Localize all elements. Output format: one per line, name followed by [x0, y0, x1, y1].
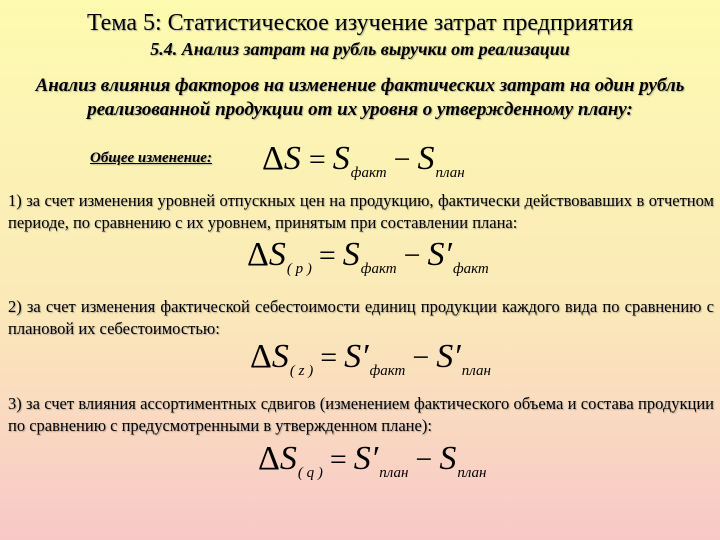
- factor-assortment-text: 3) за счет влияния ассортиментных сдвигов (изменением фактического объема и состава продукции по сравнению с предусмотренными в утвержденном плане):: [8, 394, 714, 435]
- formula-minus: −: [393, 143, 411, 176]
- formula-term2: S′: [436, 338, 461, 375]
- formula-assortment: [258, 440, 487, 482]
- formula-delta: Δ: [262, 140, 284, 177]
- formula-term1-sub: план: [379, 465, 409, 481]
- formula-equals: =: [329, 443, 347, 476]
- formula-term2-sub: план: [457, 465, 487, 481]
- formula-term1: S′: [344, 338, 369, 375]
- formula-minus: −: [412, 341, 430, 374]
- factor-cost-text: 2) за счет изменения фактической себестоимости единиц продукции каждого вида по сравнению с плановой их себестоимостью:: [8, 297, 714, 338]
- formula-delta: Δ: [258, 440, 280, 477]
- formula-term2-sub: план: [461, 363, 491, 379]
- factor-price-text: 1) за счет изменения уровней отпускных цен на продукцию, фактически действовавших в отчетном периоде, по сравнению с их уровнем, принятым при составлении плана:: [8, 191, 714, 232]
- formula-lhs: S: [271, 338, 289, 375]
- formula-term1-sub: факт: [360, 261, 397, 277]
- formula-term2: S′: [427, 236, 452, 273]
- formula-term1: S′: [353, 440, 379, 477]
- formula-minus: −: [403, 239, 421, 272]
- formula-equals: =: [320, 341, 338, 374]
- formula-minus: −: [415, 443, 433, 476]
- formula-general: [262, 140, 465, 182]
- formula-equals: =: [318, 239, 336, 272]
- formula-term2-sub: факт: [452, 261, 489, 277]
- slide-subtitle: 5.4. Анализ затрат на рубль выручки от реализации: [150, 39, 570, 59]
- section-heading-line-2: реализованной продукции от их уровня о утвержденному плану:: [87, 99, 633, 120]
- formula-lhs-sub: ( z ): [289, 363, 314, 379]
- formula-delta: Δ: [250, 338, 272, 375]
- section-heading: [0, 74, 720, 122]
- slide-title: Тема 5: Статистическое изучение затрат предприятия: [86, 10, 634, 36]
- formula-term2: S: [439, 440, 457, 477]
- formula-lhs-sub: ( p ): [286, 261, 312, 277]
- formula-term1: S: [332, 140, 350, 177]
- formula-equals: =: [308, 143, 326, 176]
- formula-term1-sub: факт: [350, 165, 387, 181]
- formula-price: [247, 236, 489, 278]
- formula-term2-sub: план: [435, 165, 465, 181]
- formula-lhs-sub: ( q ): [297, 465, 323, 481]
- formula-lhs: S: [283, 140, 301, 177]
- general-change-label: Общее изменение:: [90, 150, 212, 166]
- formula-term2: S: [417, 140, 435, 177]
- formula-term1-sub: факт: [369, 363, 406, 379]
- formula-term1: S: [342, 236, 360, 273]
- section-heading-line-1: Анализ влияния факторов на изменение фактических затрат на один рубль: [35, 75, 685, 96]
- formula-lhs: S: [268, 236, 286, 273]
- formula-cost: [250, 338, 491, 380]
- formula-lhs: S: [279, 440, 297, 477]
- formula-delta: Δ: [247, 236, 269, 273]
